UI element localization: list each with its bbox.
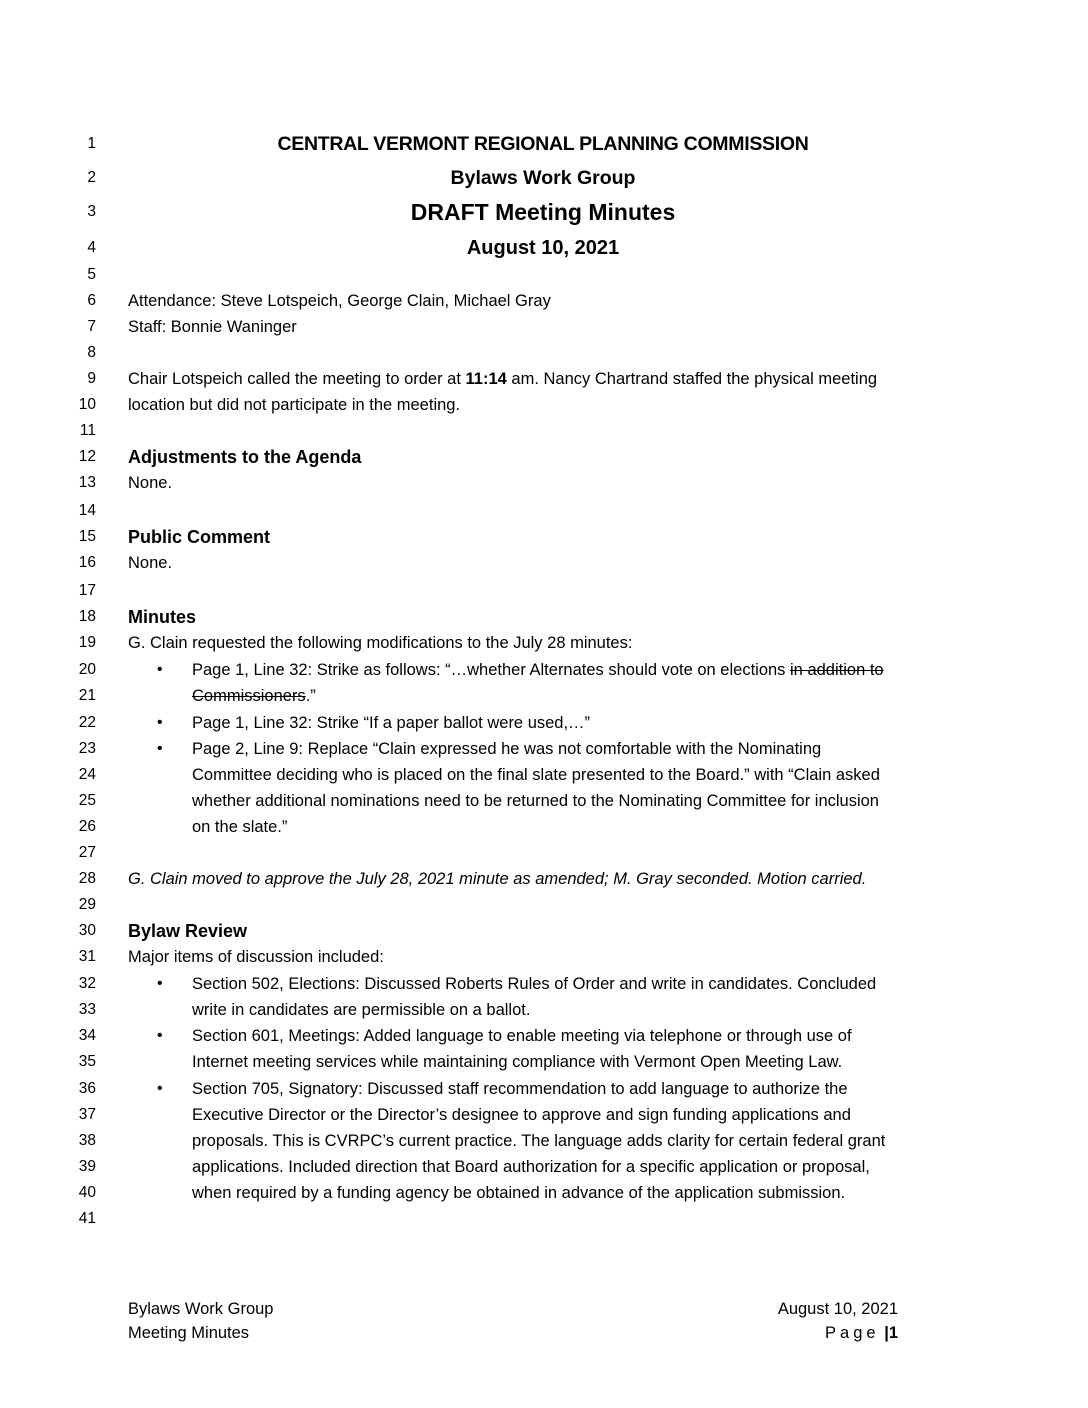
line-number: 37 <box>78 1106 96 1123</box>
minutes-bullet-3-line-4 <box>0 814 1088 840</box>
line-number: 20 <box>78 661 96 678</box>
minutes-bullet-1-line-1 <box>0 657 1088 683</box>
line-number: 10 <box>78 396 96 413</box>
public-comment-body-line <box>0 550 1088 576</box>
bylaw-bullet-1-line-1 <box>0 971 1088 997</box>
line-number: 24 <box>78 766 96 783</box>
section-heading-agenda: Adjustments to the Agenda <box>128 447 362 467</box>
meeting-date: August 10, 2021 <box>466 237 620 259</box>
line-number-row <box>0 418 1088 444</box>
bylaw-review-heading-line <box>0 918 1088 944</box>
call-to-order-continued: location but did not participate in the meeting. <box>128 396 461 414</box>
bylaw-bullet-3-line-5 <box>0 1180 1088 1206</box>
line-number: 8 <box>87 344 96 361</box>
line-number: 25 <box>78 792 96 809</box>
line-number: 40 <box>78 1184 96 1201</box>
minutes-bullet-3-line-1 <box>0 736 1088 762</box>
line-number: 27 <box>78 844 96 861</box>
page-label: Page <box>825 1324 880 1342</box>
line-number: 38 <box>78 1132 96 1149</box>
line-number: 29 <box>78 896 96 913</box>
list-item-continued: Committee deciding who is placed on the final slate presented to the Board.” with “Clain asked <box>192 766 880 784</box>
section-heading-minutes: Minutes <box>128 607 197 627</box>
bylaw-review-intro-line <box>0 944 1088 970</box>
line-number: 28 <box>78 870 96 887</box>
call-to-order-text-2: am. Nancy Chartrand staffed the physical meeting <box>506 370 878 388</box>
line-number: 15 <box>78 528 96 545</box>
list-item <box>192 657 884 683</box>
line-number: 6 <box>87 292 96 309</box>
call-to-order-time: 11:14 <box>465 370 507 388</box>
line-number: 35 <box>78 1053 96 1070</box>
footer-date: August 10, 2021 <box>777 1300 898 1318</box>
line-number: 14 <box>78 502 96 519</box>
line-number-row <box>0 578 1088 604</box>
list-item-text: .” <box>305 687 316 705</box>
footer-right <box>778 1297 898 1345</box>
minutes-intro: G. Clain requested the following modifications to the July 28 minutes: <box>128 634 633 652</box>
section-heading-public-comment: Public Comment <box>128 527 271 547</box>
call-to-order-line-1 <box>0 366 1088 392</box>
list-item-continued: whether additional nominations need to be returned to the Nominating Committee for inclusion <box>192 792 879 810</box>
line-number-row <box>0 1206 1088 1232</box>
line-number: 26 <box>78 818 96 835</box>
list-item-continued <box>192 683 316 709</box>
list-item <box>192 736 821 762</box>
line-number: 22 <box>78 714 96 731</box>
line-number: 2 <box>87 169 96 186</box>
header-group-line <box>0 165 1088 191</box>
page-ref: Page 1 <box>192 661 245 679</box>
group-title: Bylaws Work Group <box>450 167 636 189</box>
struck-text: Commissioners <box>192 687 306 705</box>
bullet-icon: • <box>157 740 163 757</box>
line-number: 21 <box>78 687 96 704</box>
bylaw-bullet-3-line-1 <box>0 1076 1088 1102</box>
footer-doc-type: Meeting Minutes <box>128 1324 250 1342</box>
agenda-body: None. <box>128 474 173 492</box>
section-heading-bylaw-review: Bylaw Review <box>128 921 248 941</box>
line-number: 18 <box>78 608 96 625</box>
bylaw-bullet-3-line-2 <box>0 1102 1088 1128</box>
bullet-icon: • <box>157 714 163 731</box>
line-number: 34 <box>78 1027 96 1044</box>
bylaw-bullet-3-line-3 <box>0 1128 1088 1154</box>
list-item: Section 601, Meetings: Added language to enable meeting via telephone or through use of <box>192 1027 852 1045</box>
document-title: DRAFT Meeting Minutes <box>410 199 676 225</box>
org-title: CENTRAL VERMONT REGIONAL PLANNING COMMISSION <box>277 133 809 155</box>
motion: G. Clain moved to approve the July 28, 2021 minute as amended; M. Gray seconded. Motion carried. <box>128 870 867 888</box>
footer-left <box>128 1297 274 1345</box>
attendance-line <box>0 288 1088 314</box>
list-item-continued: Internet meeting services while maintaining compliance with Vermont Open Meeting Law. <box>192 1053 843 1071</box>
line-number: 4 <box>87 239 96 256</box>
footer-group: Bylaws Work Group <box>128 1300 274 1318</box>
header-org-line <box>0 131 1088 157</box>
list-item-continued: Executive Director or the Director’s designee to approve and sign funding applications and <box>192 1106 851 1124</box>
line-number: 1 <box>87 135 96 152</box>
attendance: Attendance: Steve Lotspeich, George Clain, Michael Gray <box>128 292 551 310</box>
minutes-bullet-2-line-1 <box>0 710 1088 736</box>
line-number: 39 <box>78 1158 96 1175</box>
page-number: 1 <box>888 1324 898 1342</box>
bylaw-review-intro: Major items of discussion included: <box>128 948 384 966</box>
bylaw-bullet-2-line-2 <box>0 1049 1088 1075</box>
bylaw-bullet-3-line-4 <box>0 1154 1088 1180</box>
list-item-continued: proposals. This is CVRPC’s current practice. The language adds clarity for certain federal grant <box>192 1132 886 1150</box>
list-item: Section 502, Elections: Discussed Roberts Rules of Order and write in candidates. Concluded <box>192 975 877 993</box>
page-ref: Page 1 <box>192 714 245 732</box>
line-number: 31 <box>78 948 96 965</box>
line-number: 17 <box>78 582 96 599</box>
line-number: 12 <box>78 448 96 465</box>
page-separator: | <box>884 1324 889 1342</box>
minutes-intro-line <box>0 630 1088 656</box>
list-item <box>192 710 590 736</box>
bullet-icon: • <box>157 1080 163 1097</box>
staff: Staff: Bonnie Waninger <box>128 318 297 336</box>
line-number: 23 <box>78 740 96 757</box>
line-number: 36 <box>78 1080 96 1097</box>
bullet-icon: • <box>157 661 163 678</box>
header-title-line <box>0 199 1088 225</box>
bullet-icon: • <box>157 1027 163 1044</box>
line-number: 5 <box>87 266 96 283</box>
list-item-text: , Line 32: Strike as follows: “…whether Alternates should vote on elections <box>244 661 791 679</box>
struck-text: in addition to <box>790 661 884 679</box>
page-number-indicator <box>778 1321 898 1345</box>
line-number: 30 <box>78 922 96 939</box>
agenda-heading-line <box>0 444 1088 470</box>
page-ref: Page 2 <box>192 740 245 758</box>
line-number-row <box>0 498 1088 524</box>
line-number: 11 <box>79 422 96 439</box>
list-item-text: , Line 32: Strike “If a paper ballot were used,…” <box>244 714 591 732</box>
list-item-continued: on the slate.” <box>192 818 288 836</box>
minutes-bullet-1-line-2 <box>0 683 1088 709</box>
minutes-bullet-3-line-2 <box>0 762 1088 788</box>
line-number: 19 <box>78 634 96 651</box>
public-comment-heading-line <box>0 524 1088 550</box>
minutes-bullet-3-line-3 <box>0 788 1088 814</box>
call-to-order <box>128 366 877 392</box>
header-date-line <box>0 235 1088 261</box>
line-number-row <box>0 840 1088 866</box>
list-item-continued: write in candidates are permissible on a ballot. <box>192 1001 531 1019</box>
line-number: 7 <box>87 318 96 335</box>
bullet-icon: • <box>157 975 163 992</box>
line-number-row <box>0 892 1088 918</box>
bylaw-bullet-2-line-1 <box>0 1023 1088 1049</box>
bylaw-bullet-1-line-2 <box>0 997 1088 1023</box>
agenda-body-line <box>0 470 1088 496</box>
public-comment-body: None. <box>128 554 173 572</box>
motion-line <box>0 866 1088 892</box>
line-number-row <box>0 262 1088 288</box>
line-number: 16 <box>78 554 96 571</box>
list-item-continued: when required by a funding agency be obtained in advance of the application submission. <box>192 1184 846 1202</box>
list-item: Section 705, Signatory: Discussed staff recommendation to add language to authorize the <box>192 1080 848 1098</box>
call-to-order-text: Chair Lotspeich called the meeting to order at <box>128 370 466 388</box>
line-number: 32 <box>78 975 96 992</box>
line-number: 33 <box>78 1001 96 1018</box>
line-number: 9 <box>87 370 96 387</box>
line-number: 13 <box>78 474 96 491</box>
minutes-heading-line <box>0 604 1088 630</box>
line-number: 3 <box>87 203 96 220</box>
list-item-text: , Line 9: Replace “Clain expressed he was not comfortable with the Nominating <box>244 740 822 758</box>
list-item-continued: applications. Included direction that Board authorization for a specific application or proposal, <box>192 1158 870 1176</box>
staff-line <box>0 314 1088 340</box>
line-number-row <box>0 340 1088 366</box>
call-to-order-line-2 <box>0 392 1088 418</box>
line-number: 41 <box>78 1210 96 1227</box>
